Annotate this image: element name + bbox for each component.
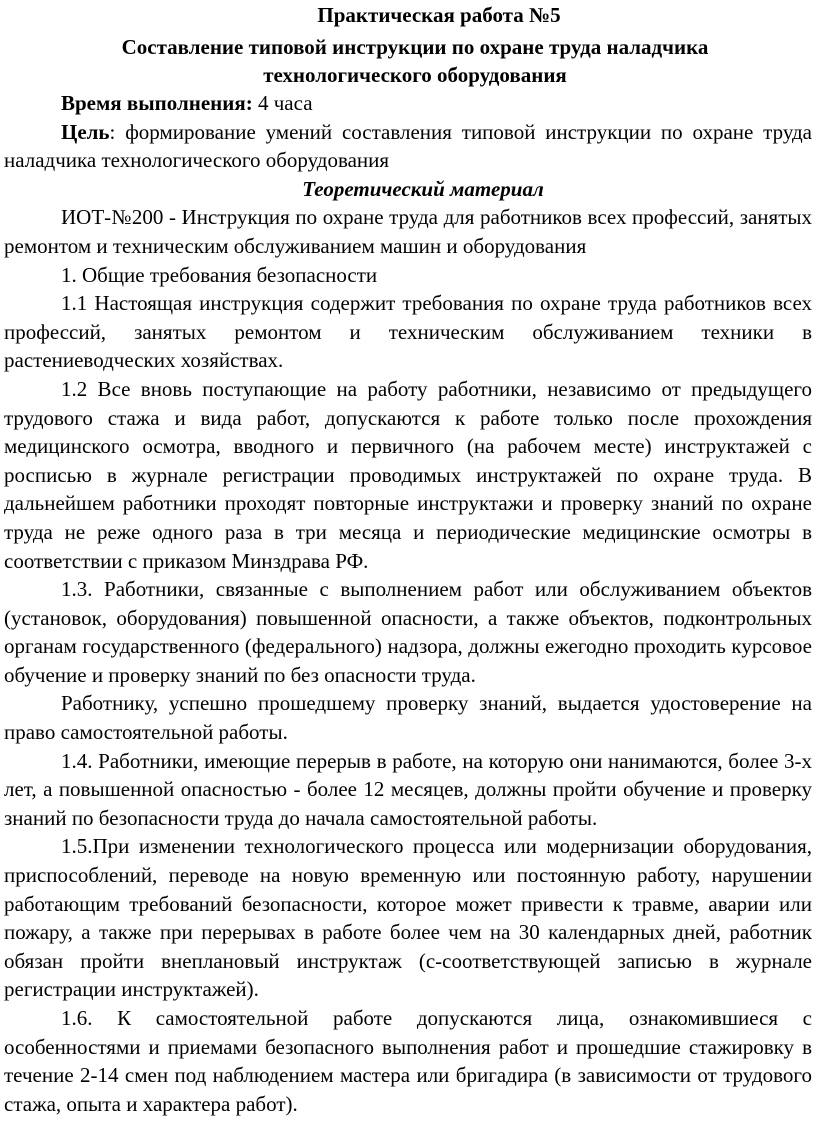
goal-line xyxy=(4,118,812,175)
paragraph: ИОТ-№200 - Инструкция по охране труда для работников всех профессий, занятых ремонтом и техническим обслуживанием машин и оборудования xyxy=(4,205,812,258)
page-title: Практическая работа №5 xyxy=(317,3,561,27)
time-value: 4 часа xyxy=(252,91,313,115)
goal-text: : формирование умений составления типовой инструкции по охране труда наладчика технологического оборудования xyxy=(4,119,812,173)
paragraph: Работнику, успешно прошедшему проверку знаний, выдается удостоверение на право самостоятельной работы. xyxy=(4,691,812,745)
paragraph: 1.3. Работники, связанные с выполнением работ или обслуживанием объектов (установок, оборудования) повышенной опасности, а также объектов, подконтрольных органам государственного (федерального) надзора, должны ежегодно проходить курсовое обучение и проверку знаний по без опасности труда. xyxy=(4,577,812,687)
paragraph: 1.6. К самостоятельной работе допускаются лица, ознакомившиеся с особенностями и приемами безопасного выполнения работ и прошедшие стажировку в течение 2-14 смен под наблюдением мастера или бригадира (в зависимости от трудового стажа, опыта и характера работ). xyxy=(4,1006,812,1116)
paragraph: 1.4. Работники, имеющие перерыв в работе, на которую они нанимаются, более 3-х лет, а повышенной опасностью - более 12 месяцев, должны пройти обучение и проверку знаний по безопасности труда до начала самостоятельной работы. xyxy=(4,748,812,830)
page-subtitle: Составление типовой инструкции по охране труда наладчика технологического оборудования xyxy=(121,35,709,87)
paragraph: 1.1 Настоящая инструкция содержит требования по охране труда работников всех профессий, занятых ремонтом и техническим обслуживанием техники в растениеводческих хозяйствах. xyxy=(4,291,812,373)
paragraph: 1.2 Все вновь поступающие на работу работники, независимо от предыдущего трудового стажа и вида работ, допускаются к работе только после прохождения медицинского осмотра, вводного и первичного (на рабочем месте) инструктажей с росписью в журнале регистрации проводимых инструктажей по охране труда. В дальнейшем работники проходят повторные инструктажи и проверку знаний по охране труда не реже одного раза в три месяца и периодические медицинские осмотры в соответствии с приказом Минздрава РФ. xyxy=(4,376,812,573)
paragraph: 1. Общие требования безопасности xyxy=(61,262,378,287)
time-label: Время выполнения: xyxy=(61,91,253,115)
goal-label: Цель xyxy=(61,119,110,144)
time-line xyxy=(4,89,812,118)
paragraph: 1.5.При изменении технологического процесса или модернизации оборудования, приспособлений, переводе на новую временную или постоянную работу, нарушении работающим требований безопасности, которое может привести к травме, аварии или пожару, а также при перерывах в работе более чем на 30 календарных дней, работник обязан пройти внеплановый инструктаж (с-соответствующей записью в журнале регистрации инструктажей). xyxy=(4,834,812,1002)
section-heading: Теоретический материал xyxy=(302,176,544,201)
